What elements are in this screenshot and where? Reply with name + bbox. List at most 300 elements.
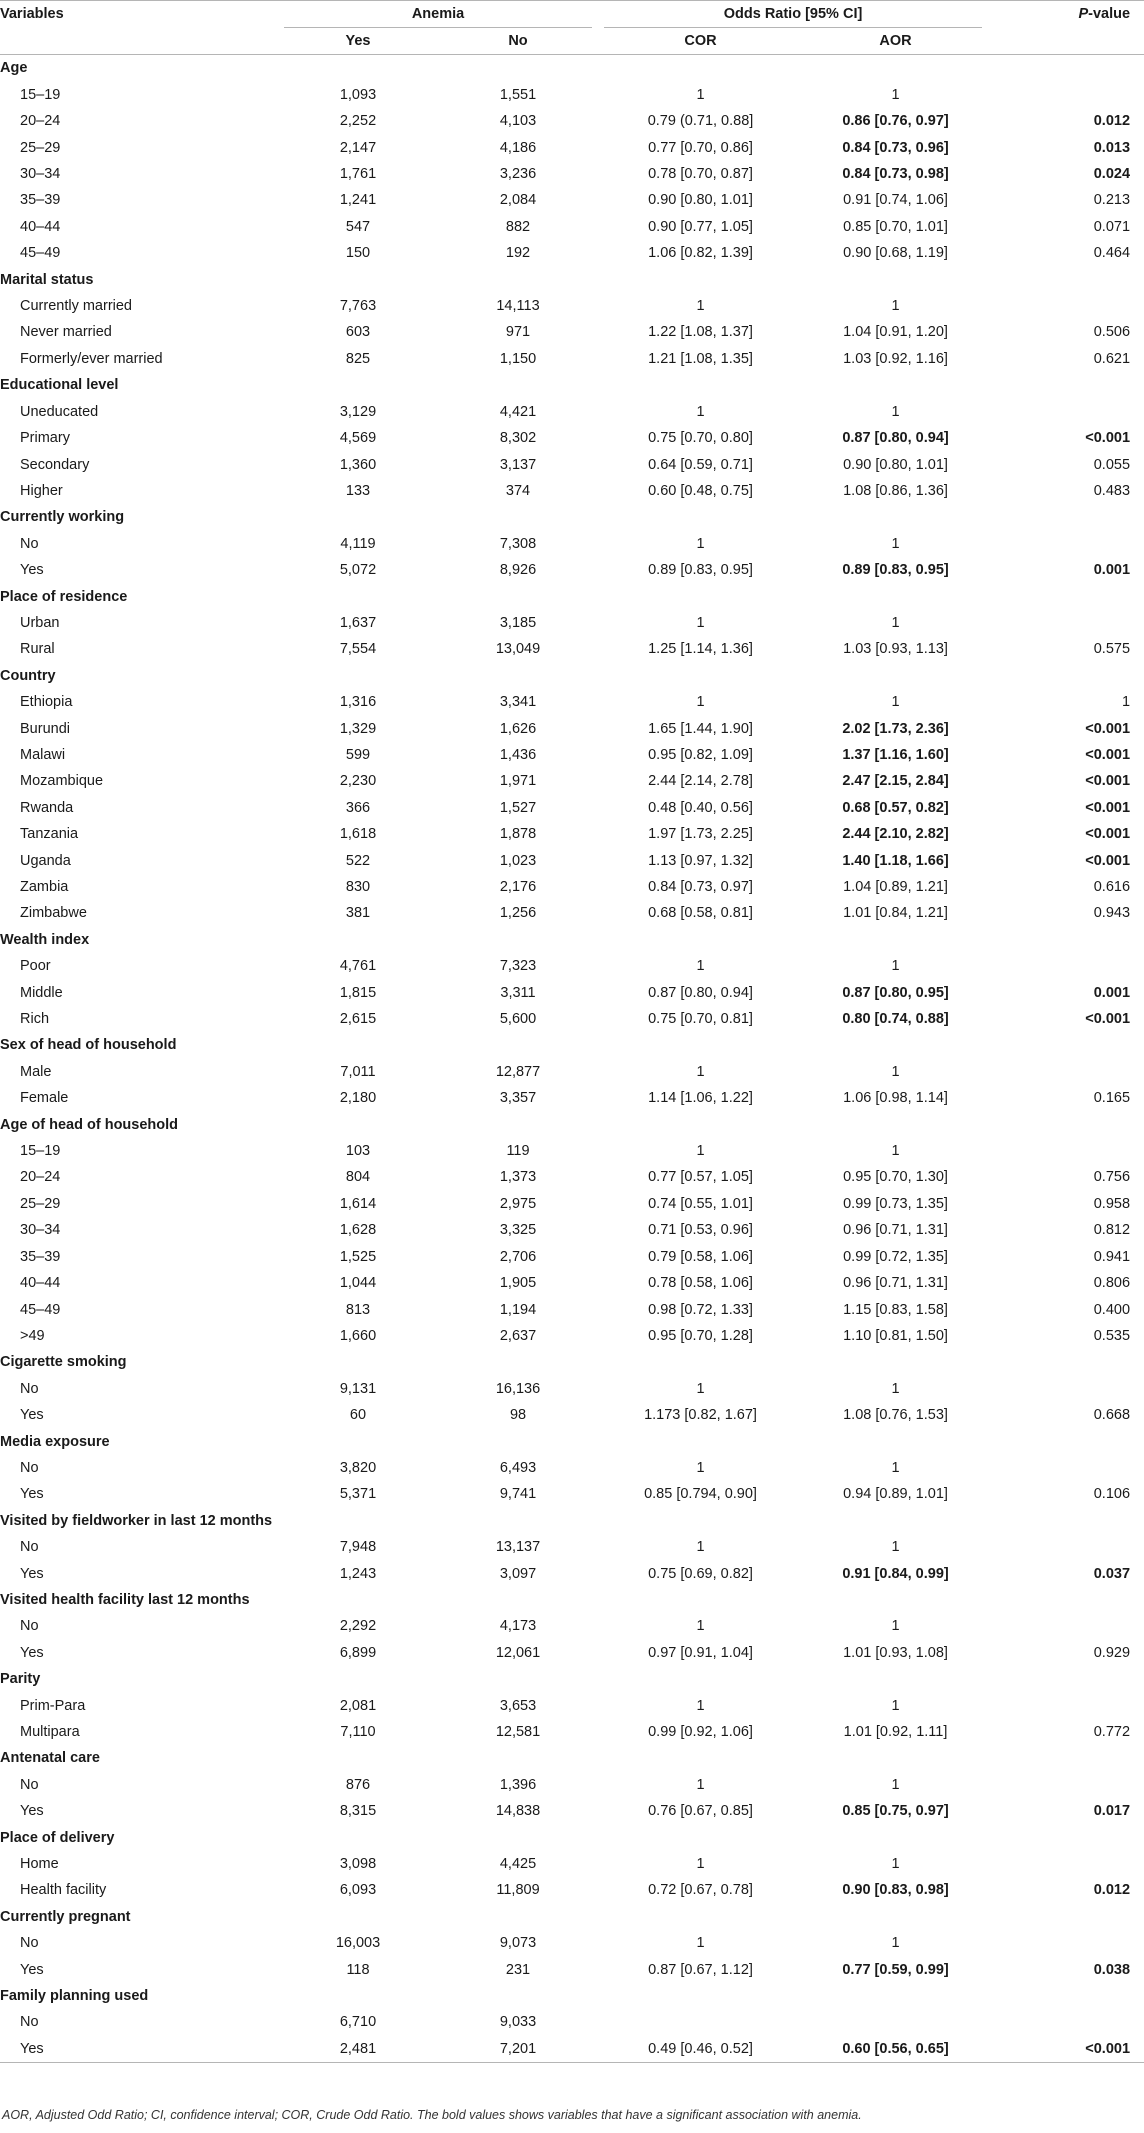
row-label: Uganda: [20, 852, 71, 869]
aor-value: 1.15 [0.83, 1.58]: [843, 1301, 948, 1318]
aor-value: 1: [891, 1776, 900, 1793]
aor-value: 1: [891, 1856, 900, 1873]
anemia-no-count: 1,023: [499, 852, 537, 869]
p-value: <0.001: [1085, 799, 1131, 816]
anemia-no-count: 6,493: [499, 1459, 537, 1476]
table-row: [0, 1640, 1144, 1666]
anemia-no-count: 971: [505, 324, 531, 341]
p-value: [988, 531, 1144, 557]
row-label: 20–24: [20, 1169, 61, 1186]
section-header-row: [0, 1508, 1144, 1534]
anemia-yes-count: 3,820: [339, 1459, 377, 1476]
table-row: [0, 1323, 1144, 1349]
row-label: Never married: [20, 324, 112, 341]
section-title: Place of delivery: [0, 1829, 115, 1846]
p-value: 0.037: [1093, 1565, 1131, 1582]
anemia-no-count: 8,926: [499, 562, 537, 579]
cor-value: 0.87 [0.80, 0.94]: [648, 984, 753, 1001]
cor-value: 0.76 [0.67, 0.85]: [648, 1803, 753, 1820]
aor-value: 0.84 [0.73, 0.98]: [842, 166, 949, 183]
cor-value: 0.79 (0.71, 0.88]: [647, 113, 754, 130]
anemia-no-count: 2,084: [499, 192, 537, 209]
table-row: [0, 293, 1144, 319]
aor-value: 1: [891, 86, 900, 103]
aor-value: 1: [891, 1618, 900, 1635]
anemia-yes-count: 1,360: [339, 456, 377, 473]
cor-value: 1.22 [1.08, 1.37]: [648, 324, 753, 341]
row-label: Higher: [20, 482, 63, 499]
cor-value: 0.78 [0.70, 0.87]: [648, 166, 753, 183]
row-label: Malawi: [20, 746, 66, 763]
cor-value: 0.90 [0.77, 1.05]: [648, 218, 753, 235]
aor-value: 0.80 [0.74, 0.88]: [842, 1011, 949, 1028]
row-label: Yes: [20, 1407, 44, 1424]
anemia-no-count: 14,113: [496, 298, 540, 315]
anemia-yes-count: 7,554: [339, 641, 377, 658]
p-value: [988, 2009, 1144, 2035]
cor-value: 0.89 [0.83, 0.95]: [648, 562, 753, 579]
header-no: No: [438, 28, 598, 55]
row-label: Tanzania: [20, 826, 79, 843]
row-label: Yes: [20, 1565, 44, 1582]
aor-value: 1.04 [0.89, 1.21]: [843, 879, 948, 895]
anemia-no-count: 3,357: [499, 1090, 537, 1107]
cor-value: 0.75 [0.69, 0.82]: [648, 1565, 753, 1582]
row-label: No: [20, 1539, 39, 1556]
header-odds-ratio: [598, 1, 988, 29]
row-label: Urban: [20, 614, 60, 631]
table-row: [0, 1481, 1144, 1507]
row-label: Yes: [20, 1961, 44, 1978]
aor-value: 0.87 [0.80, 0.95]: [842, 984, 949, 1001]
header-aor: AOR: [803, 28, 988, 55]
aor-value: 1.10 [0.81, 1.50]: [843, 1327, 948, 1344]
cor-value: 0.71 [0.53, 0.96]: [648, 1222, 753, 1239]
cor-value: 0.48 [0.40, 0.56]: [648, 799, 753, 816]
cor-value: 0.78 [0.58, 1.06]: [648, 1275, 753, 1292]
row-label: Uneducated: [20, 403, 99, 420]
table-row: [0, 161, 1144, 187]
aor-value: 0.85 [0.70, 1.01]: [843, 218, 948, 235]
anemia-no-count: 16,136: [495, 1380, 541, 1397]
table-row: [0, 187, 1144, 213]
anemia-yes-count: 1,614: [339, 1195, 377, 1212]
table-row: [0, 1402, 1144, 1428]
cor-value: 1: [696, 1618, 705, 1635]
anemia-yes-count: 5,371: [339, 1486, 377, 1503]
anemia-no-count: 12,581: [495, 1724, 541, 1740]
anemia-yes-count: 7,763: [339, 298, 377, 315]
p-value: [988, 1613, 1144, 1639]
cor-value: 1.97 [1.73, 2.25]: [648, 826, 753, 843]
row-label: 30–34: [20, 166, 61, 183]
cor-value: 0.98 [0.72, 1.33]: [648, 1301, 753, 1318]
table-row: [0, 689, 1144, 715]
aor-value: 0.60 [0.56, 0.65]: [803, 2036, 988, 2063]
row-label: 25–29: [20, 1195, 61, 1212]
anemia-yes-count: 8,315: [339, 1803, 377, 1820]
cor-value: 1: [696, 86, 705, 103]
section-title: Parity: [0, 1671, 41, 1688]
anemia-yes-count: 2,230: [339, 773, 377, 790]
table-row: [0, 1297, 1144, 1323]
aor-value: 0.90 [0.68, 1.19]: [843, 245, 948, 262]
row-label: No: [20, 535, 39, 552]
table-row: [0, 1164, 1144, 1190]
aor-value: 0.95 [0.70, 1.30]: [843, 1169, 948, 1186]
anemia-no-count: 3,137: [499, 456, 537, 473]
p-value: 0.506: [1093, 324, 1131, 341]
cor-value: 1.13 [0.97, 1.32]: [648, 852, 753, 869]
table-row: [0, 557, 1144, 583]
anemia-no-count: 7,201: [438, 2036, 598, 2063]
section-title: Country: [0, 667, 56, 684]
table-row: [0, 1851, 1144, 1877]
p-value: 0.772: [1093, 1724, 1131, 1740]
row-label: 20–24: [20, 113, 61, 130]
aor-value: 0.90 [0.83, 0.98]: [842, 1882, 949, 1899]
anemia-no-count: 2,176: [499, 879, 537, 895]
anemia-no-count: 3,097: [499, 1565, 537, 1582]
aor-value: 2.44 [2.10, 2.82]: [842, 826, 949, 843]
cor-value: 1: [696, 694, 705, 711]
anemia-yes-count: 150: [345, 245, 371, 262]
table-row: [0, 531, 1144, 557]
anemia-yes-count: 6,093: [339, 1882, 377, 1899]
cor-value: 0.85 [0.794, 0.90]: [644, 1486, 757, 1503]
row-label: Zambia: [20, 879, 69, 895]
row-label: Yes: [20, 1803, 44, 1820]
table-header: [0, 1, 1144, 55]
anemia-no-count: 1,373: [499, 1169, 537, 1186]
table-row: [0, 1693, 1144, 1719]
anemia-yes-count: 6,710: [339, 2014, 377, 2031]
cor-value: 1: [696, 1935, 705, 1952]
table-row: [0, 1138, 1144, 1164]
anemia-no-count: 9,033: [499, 2014, 537, 2031]
anemia-no-count: 14,838: [495, 1803, 541, 1820]
aor-value: 1.37 [1.16, 1.60]: [842, 746, 949, 763]
p-value: [988, 1455, 1144, 1481]
aor-value: 1.08 [0.86, 1.36]: [843, 482, 948, 499]
p-value: <0.001: [1085, 746, 1131, 763]
anemia-no-count: 374: [505, 482, 531, 499]
anemia-yes-count: 2,292: [339, 1618, 377, 1635]
anemia-yes-count: 2,481: [278, 2036, 438, 2063]
anemia-yes-count: 1,628: [339, 1222, 377, 1239]
row-label: Zimbabwe: [20, 905, 87, 922]
p-value: 0.812: [1093, 1222, 1131, 1239]
p-value: <0.001: [1085, 852, 1131, 869]
p-value: <0.001: [1085, 826, 1131, 843]
table-row: [0, 240, 1144, 266]
aor-value: 0.90 [0.80, 1.01]: [843, 456, 948, 473]
table-row: [0, 716, 1144, 742]
row-label: Yes: [20, 1486, 44, 1503]
aor-value: 0.96 [0.71, 1.31]: [843, 1222, 948, 1239]
section-header-row: [0, 55, 1144, 82]
anemia-yes-count: 2,252: [339, 113, 377, 130]
section-title: Visited health facility last 12 months: [0, 1591, 250, 1608]
p-value: 0.013: [1093, 139, 1131, 156]
anemia-no-count: 2,975: [499, 1195, 537, 1212]
aor-value: 1: [891, 1143, 900, 1160]
anemia-no-count: 2,706: [499, 1248, 537, 1265]
table-row: [0, 1376, 1144, 1402]
anemia-no-count: 3,653: [499, 1697, 537, 1714]
p-value: 0.958: [1093, 1195, 1131, 1212]
row-label: 15–19: [20, 86, 61, 103]
table-row: [0, 452, 1144, 478]
anemia-yes-count: 1,093: [339, 86, 377, 103]
row-label: Mozambique: [20, 773, 104, 790]
row-label: Primary: [20, 430, 70, 447]
p-value: 0.071: [1093, 218, 1131, 235]
anemia-yes-count: 7,011: [340, 1063, 376, 1080]
cor-value: 0.74 [0.55, 1.01]: [648, 1195, 753, 1212]
row-label: 35–39: [20, 192, 61, 209]
header-blank: [0, 28, 278, 55]
anemia-yes-count: 522: [345, 852, 371, 869]
row-label: 25–29: [20, 139, 61, 156]
cor-value: 0.95 [0.82, 1.09]: [648, 746, 753, 763]
table-row: [0, 1772, 1144, 1798]
table-row: [0, 953, 1144, 979]
anemia-yes-count: 830: [345, 879, 371, 895]
cor-value: [598, 2009, 803, 2035]
p-value: 0.575: [1093, 641, 1131, 658]
header-row-1: [0, 1, 1144, 29]
table-row: [0, 1244, 1144, 1270]
aor-value: 0.87 [0.80, 0.94]: [842, 430, 949, 447]
anemia-no-count: 192: [505, 245, 531, 262]
section-header-row: [0, 927, 1144, 953]
aor-value: 1.40 [1.18, 1.66]: [842, 852, 949, 869]
row-label: Currently married: [20, 298, 132, 315]
aor-value: 0.86 [0.76, 0.97]: [842, 113, 949, 130]
row-label: Rich: [20, 1011, 50, 1028]
aor-value: 0.89 [0.83, 0.95]: [842, 562, 949, 579]
table-row: [0, 1877, 1144, 1903]
row-label: Prim-Para: [20, 1697, 86, 1714]
table-row: [0, 478, 1144, 504]
section-title: Cigarette smoking: [0, 1354, 127, 1371]
p-value: 0.483: [1093, 482, 1131, 499]
section-header-row: [0, 504, 1144, 530]
anemia-no-count: 4,425: [499, 1856, 537, 1873]
table-row: [0, 848, 1144, 874]
aor-value: 0.77 [0.59, 0.99]: [842, 1961, 949, 1978]
aor-value: 0.91 [0.84, 0.99]: [842, 1565, 949, 1582]
aor-value: 1: [891, 694, 900, 711]
anemia-yes-count: 1,243: [339, 1565, 377, 1582]
aor-value: 1.06 [0.98, 1.14]: [843, 1090, 948, 1107]
aor-value: 1: [891, 1459, 900, 1476]
p-value: [988, 1534, 1144, 1560]
row-label: 45–49: [20, 1301, 61, 1318]
row-label: Ethiopia: [20, 694, 73, 711]
anemia-no-count: 8,302: [499, 430, 537, 447]
section-header-row: [0, 1904, 1144, 1930]
section-title: Currently pregnant: [0, 1908, 131, 1925]
anemia-yes-count: 1,618: [339, 826, 377, 843]
cor-value: 1: [696, 1697, 705, 1714]
row-label: Rwanda: [20, 799, 74, 816]
cor-value: 1: [696, 1380, 705, 1397]
anemia-no-count: 1,396: [499, 1776, 537, 1793]
row-label: 40–44: [20, 1275, 61, 1292]
table-row: [0, 1270, 1144, 1296]
anemia-yes-count: 4,569: [339, 430, 377, 447]
table-row: [0, 1006, 1144, 1032]
row-label: 35–39: [20, 1248, 61, 1265]
cor-value: 0.84 [0.73, 0.97]: [648, 879, 753, 895]
section-title: Visited by fieldworker in last 12 months: [0, 1512, 273, 1529]
anemia-yes-count: 1,660: [339, 1327, 377, 1344]
table-row: [0, 795, 1144, 821]
table-row: [0, 1217, 1144, 1243]
anemia-yes-count: 381: [345, 905, 371, 922]
header-variables: Variables: [0, 1, 278, 29]
aor-value: 1: [891, 1539, 900, 1556]
p-value: [988, 1772, 1144, 1798]
anemia-no-count: 9,741: [499, 1486, 537, 1503]
p-value: [988, 1059, 1144, 1085]
anemia-yes-count: 2,615: [339, 1011, 377, 1028]
header-blank-p: [988, 28, 1144, 55]
row-label: Poor: [20, 958, 51, 975]
aor-value: 0.91 [0.74, 1.06]: [843, 192, 948, 209]
cor-value: 0.64 [0.59, 0.71]: [648, 456, 753, 473]
p-value: 0.012: [1093, 1882, 1131, 1899]
p-value: 0.012: [1093, 113, 1131, 130]
header-p-value: [988, 1, 1144, 29]
section-header-row: [0, 1429, 1144, 1455]
table-row: [0, 425, 1144, 451]
header-anemia-label: Anemia: [284, 1, 592, 28]
section-title: Place of residence: [0, 588, 128, 605]
cor-value: 1: [696, 958, 705, 975]
cor-value: 1: [696, 1063, 705, 1080]
anemia-yes-count: 1,761: [339, 166, 377, 183]
anemia-yes-count: 1,815: [339, 984, 377, 1001]
section-title: Age of head of household: [0, 1116, 179, 1133]
table-row: [0, 821, 1144, 847]
aor-value: 1: [891, 298, 900, 315]
anemia-yes-count: 60: [349, 1407, 367, 1424]
section-header-row: [0, 1032, 1144, 1058]
table-row: [0, 742, 1144, 768]
anemia-yes-count: 2,147: [339, 139, 377, 156]
header-row-2: [0, 28, 1144, 55]
aor-value: 0.99 [0.73, 1.35]: [843, 1195, 948, 1212]
table-body: [0, 55, 1144, 2063]
p-value: [988, 1851, 1144, 1877]
cor-value: 1.21 [1.08, 1.35]: [648, 350, 753, 367]
anemia-yes-count: 3,098: [339, 1856, 377, 1873]
anemia-no-count: 3,325: [499, 1222, 537, 1239]
anemia-yes-count: 7,948: [339, 1539, 377, 1556]
section-title: Age: [0, 60, 28, 77]
table-row: [0, 135, 1144, 161]
table-row: [0, 980, 1144, 1006]
aor-value: [803, 2009, 988, 2035]
p-value: [988, 953, 1144, 979]
p-value: 0.001: [1093, 562, 1131, 579]
table-row: [0, 610, 1144, 636]
table-row: [0, 2009, 1144, 2035]
anemia-no-count: 1,878: [499, 826, 537, 843]
anemia-no-count: 2,637: [499, 1327, 537, 1344]
aor-value: 1.03 [0.92, 1.16]: [843, 350, 948, 367]
anemia-yes-count: 2,180: [339, 1090, 377, 1107]
anemia-no-count: 3,236: [499, 166, 537, 183]
cor-value: 0.95 [0.70, 1.28]: [648, 1327, 753, 1344]
table-row: [0, 768, 1144, 794]
anemia-no-count: 4,173: [499, 1618, 537, 1635]
p-value: 0.535: [1093, 1327, 1131, 1344]
cor-value: 0.97 [0.91, 1.04]: [648, 1644, 753, 1661]
aor-value: 0.96 [0.71, 1.31]: [843, 1275, 948, 1292]
table-row: [0, 82, 1144, 108]
anemia-no-count: 7,308: [499, 535, 537, 552]
header-p-italic: P: [1078, 6, 1089, 23]
row-label: Female: [20, 1090, 69, 1107]
section-header-row: [0, 1825, 1144, 1851]
cor-value: 1: [696, 1143, 705, 1160]
cor-value: 1.14 [1.06, 1.22]: [648, 1090, 753, 1107]
cor-value: 0.49 [0.46, 0.52]: [598, 2036, 803, 2063]
anemia-no-count: 7,323: [499, 958, 537, 975]
anemia-no-count: 3,341: [499, 694, 537, 711]
aor-value: 1.01 [0.93, 1.08]: [843, 1644, 948, 1661]
p-value: 0.001: [1093, 984, 1131, 1001]
p-value: 0.943: [1093, 905, 1131, 922]
aor-value: 1: [891, 614, 900, 631]
cor-value: 0.77 [0.57, 1.05]: [648, 1169, 753, 1186]
anemia-yes-count: 1,241: [339, 192, 377, 209]
header-cor: COR: [598, 28, 803, 55]
cor-value: 0.60 [0.48, 0.75]: [648, 482, 753, 499]
aor-value: 1: [891, 1697, 900, 1714]
anemia-no-count: 5,600: [499, 1011, 537, 1028]
p-value: 0.941: [1093, 1248, 1131, 1265]
p-value: [988, 1376, 1144, 1402]
anemia-no-count: 1,626: [499, 720, 537, 737]
anemia-no-count: 9,073: [499, 1935, 537, 1952]
section-header-row: [0, 267, 1144, 293]
cor-value: 0.75 [0.70, 0.81]: [648, 1011, 753, 1028]
table-row: [0, 319, 1144, 345]
section-header-row: [0, 1349, 1144, 1375]
anemia-no-count: 4,186: [499, 139, 537, 156]
p-value: <0.001: [988, 2036, 1144, 2063]
section-title: Currently working: [0, 509, 125, 526]
p-value: 0.464: [1093, 245, 1131, 262]
aor-value: 0.85 [0.75, 0.97]: [842, 1803, 949, 1820]
anemia-yes-count: 1,329: [339, 720, 377, 737]
p-value: <0.001: [1085, 430, 1131, 447]
anemia-no-count: 3,311: [500, 984, 536, 1001]
anemia-no-count: 13,049: [495, 641, 541, 658]
anemia-no-count: 1,436: [499, 746, 537, 763]
p-value: 0.106: [1093, 1486, 1131, 1503]
anemia-yes-count: 599: [345, 746, 371, 763]
anemia-no-count: 4,103: [499, 113, 537, 130]
section-header-row: [0, 1112, 1144, 1138]
anemia-no-count: 12,877: [495, 1063, 541, 1080]
anemia-no-count: 882: [505, 218, 531, 235]
